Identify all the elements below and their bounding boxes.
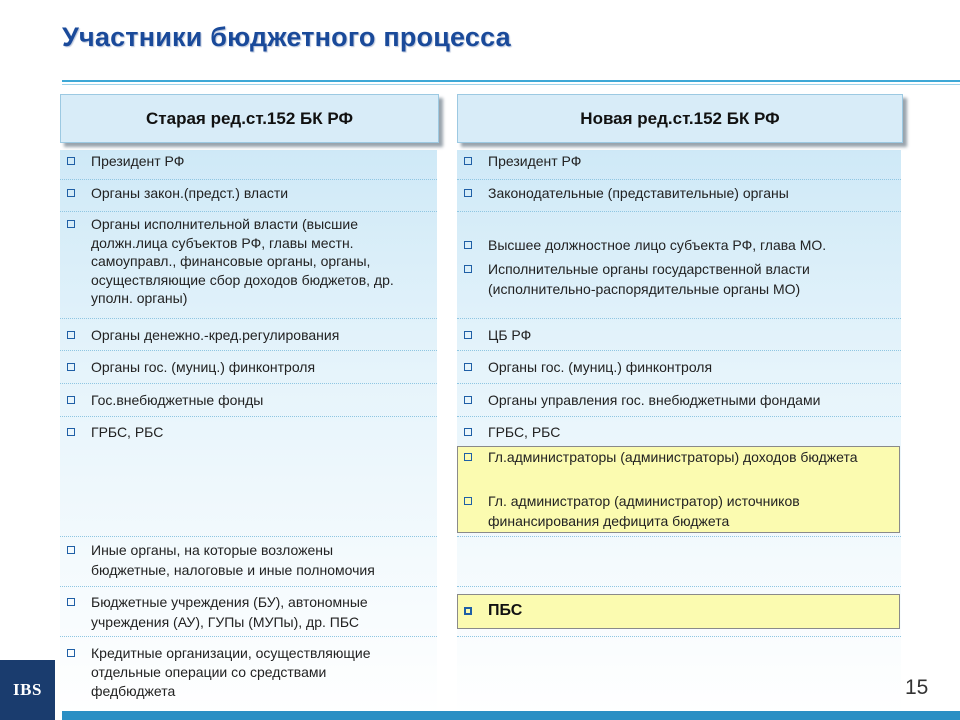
checkbox-bullet-icon: [464, 157, 472, 165]
row-divider: [457, 536, 901, 537]
new-list-item: Органы гос. (муниц.) финконтроля: [461, 358, 897, 378]
new-list-item: Высшее должностное лицо субъекта РФ, глава МО.: [461, 236, 897, 256]
new-list-item: ГРБС, РБС: [461, 423, 897, 443]
old-list-item: Кредитные организации, осуществляющие отдельные операции со средствами федбюджета: [64, 644, 414, 701]
old-list-item: Президент РФ: [64, 152, 434, 172]
row-divider: [60, 350, 437, 351]
checkbox-bullet-icon: [464, 265, 472, 273]
checkbox-bullet-icon: [464, 607, 472, 615]
page-title: Участники бюджетного процесса: [62, 22, 511, 52]
title-divider: [62, 80, 960, 82]
old-list-item: ГРБС, РБС: [64, 423, 434, 443]
row-divider: [457, 416, 901, 417]
checkbox-bullet-icon: [67, 598, 75, 606]
page-number: 15: [905, 676, 929, 699]
new-list-item: Законодательные (представительные) органы: [461, 184, 897, 204]
old-list-item: Органы гос. (муниц.) финконтроля: [64, 358, 434, 378]
title-divider-thin: [62, 84, 960, 85]
new-list-item: Исполнительные органы государственной власти (исполнительно-распорядительные органы МО): [461, 260, 881, 299]
old-list-item: Органы закон.(предст.) власти: [64, 184, 434, 204]
old-edition-header: Старая ред.ст.152 БК РФ: [60, 94, 439, 143]
row-divider: [457, 318, 901, 319]
checkbox-bullet-icon: [464, 497, 472, 505]
checkbox-bullet-icon: [464, 241, 472, 249]
new-list-item-pbs: ПБС: [461, 601, 881, 621]
new-list-item: Органы управления гос. внебюджетными фондами: [461, 391, 897, 411]
new-list-item: Президент РФ: [461, 152, 897, 172]
checkbox-bullet-icon: [67, 331, 75, 339]
checkbox-bullet-icon: [67, 546, 75, 554]
row-divider: [60, 383, 437, 384]
checkbox-bullet-icon: [67, 220, 75, 228]
row-divider: [60, 318, 437, 319]
row-divider: [457, 179, 901, 180]
checkbox-bullet-icon: [464, 428, 472, 436]
row-divider: [60, 536, 437, 537]
checkbox-bullet-icon: [67, 428, 75, 436]
row-divider: [60, 636, 437, 637]
row-divider: [60, 416, 437, 417]
checkbox-bullet-icon: [67, 363, 75, 371]
ibs-logo: IBS: [0, 660, 55, 720]
new-list-item: Гл.администраторы (администраторы) доходов бюджета: [461, 448, 861, 468]
checkbox-bullet-icon: [464, 453, 472, 461]
checkbox-bullet-icon: [464, 396, 472, 404]
bottom-accent-bar: [62, 711, 960, 720]
new-list-item: ЦБ РФ: [461, 326, 897, 346]
checkbox-bullet-icon: [464, 189, 472, 197]
row-divider: [60, 179, 437, 180]
row-divider: [457, 586, 901, 587]
checkbox-bullet-icon: [67, 396, 75, 404]
checkbox-bullet-icon: [67, 649, 75, 657]
old-list-item: Иные органы, на которые возложены бюджетные, налоговые и иные полномочия: [64, 541, 404, 580]
old-list-item: Органы исполнительной власти (высшие должн.лица субъектов РФ, главы местн. самоуправл., финансовые органы, органы, осуществляющие сбор доходов бюджетов, др. уполн. органы): [64, 215, 422, 308]
new-edition-header: Новая ред.ст.152 БК РФ: [457, 94, 903, 143]
old-list-item: Органы денежно.-кред.регулирования: [64, 326, 434, 346]
row-divider: [60, 211, 437, 212]
old-list-item: Бюджетные учреждения (БУ), автономные учреждения (АУ), ГУПы (МУПы), др. ПБС: [64, 593, 430, 632]
old-list-item: Гос.внебюджетные фонды: [64, 391, 434, 411]
checkbox-bullet-icon: [67, 157, 75, 165]
checkbox-bullet-icon: [67, 189, 75, 197]
checkbox-bullet-icon: [464, 363, 472, 371]
row-divider: [457, 211, 901, 212]
row-divider: [457, 636, 901, 637]
checkbox-bullet-icon: [464, 331, 472, 339]
new-list-item: Гл. администратор (администратор) источников финансирования дефицита бюджета: [461, 492, 861, 531]
row-divider: [60, 586, 437, 587]
row-divider: [457, 350, 901, 351]
row-divider: [457, 383, 901, 384]
